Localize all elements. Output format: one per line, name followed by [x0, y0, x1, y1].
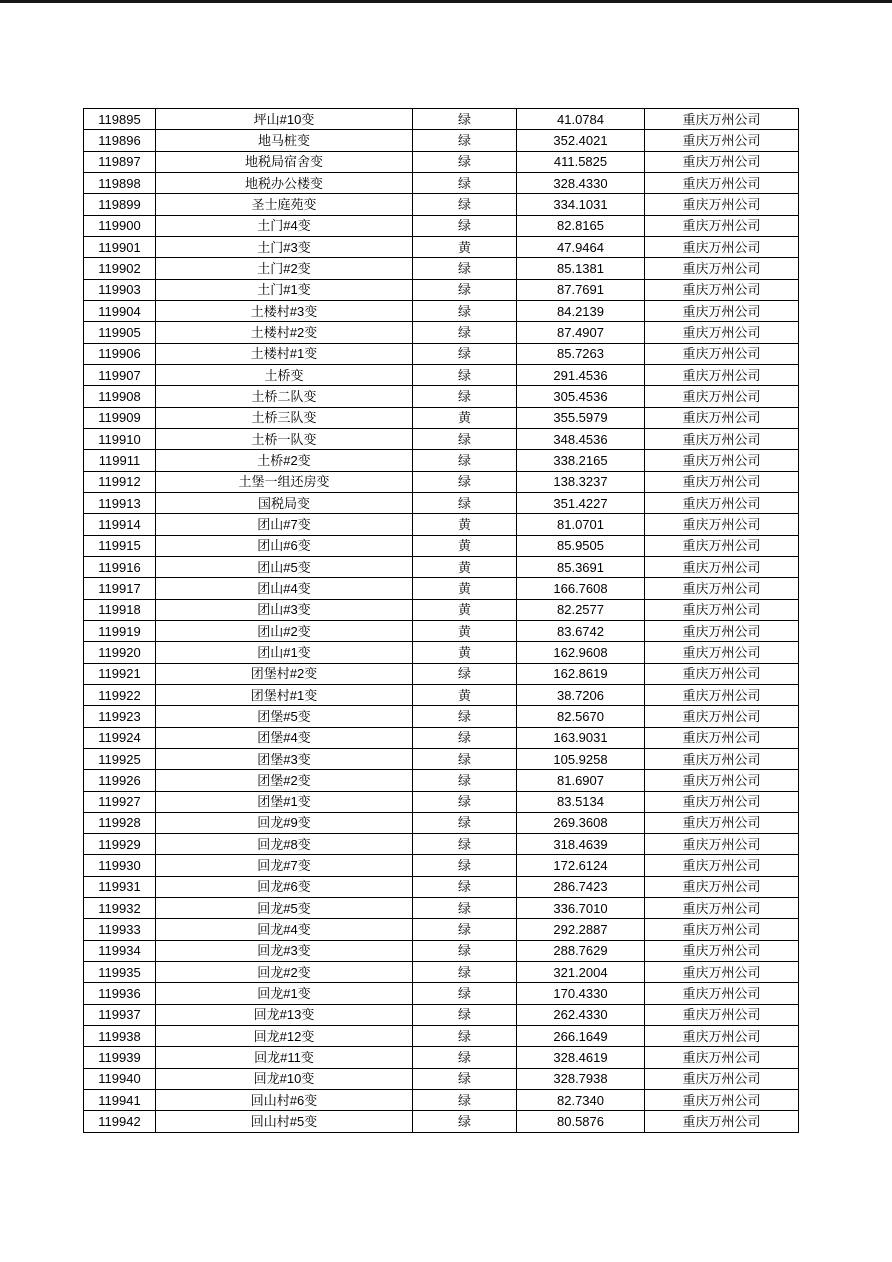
- cell-color: 绿: [413, 300, 517, 321]
- cell-id: 119929: [84, 834, 156, 855]
- cell-company: 重庆万州公司: [645, 770, 799, 791]
- cell-id: 119918: [84, 599, 156, 620]
- cell-name: 回山村#5变: [156, 1111, 413, 1133]
- cell-name: 团堡#2变: [156, 770, 413, 791]
- cell-color: 绿: [413, 855, 517, 876]
- cell-value: 84.2139: [517, 300, 645, 321]
- cell-name: 团堡村#1变: [156, 684, 413, 705]
- cell-value: 83.6742: [517, 620, 645, 641]
- cell-id: 119925: [84, 748, 156, 769]
- cell-color: 绿: [413, 343, 517, 364]
- cell-value: 291.4536: [517, 364, 645, 385]
- table-row: [84, 428, 799, 449]
- cell-id: 119896: [84, 130, 156, 151]
- table-row: [84, 983, 799, 1004]
- cell-company: 重庆万州公司: [645, 898, 799, 919]
- cell-color: 绿: [413, 109, 517, 130]
- cell-company: 重庆万州公司: [645, 535, 799, 556]
- cell-name: 国税局变: [156, 492, 413, 513]
- cell-value: 292.2887: [517, 919, 645, 940]
- cell-name: 团山#3变: [156, 599, 413, 620]
- cell-company: 重庆万州公司: [645, 258, 799, 279]
- cell-name: 回龙#10变: [156, 1068, 413, 1089]
- table-row: [84, 343, 799, 364]
- cell-company: 重庆万州公司: [645, 834, 799, 855]
- cell-value: 328.4619: [517, 1047, 645, 1068]
- table-row: [84, 258, 799, 279]
- cell-company: 重庆万州公司: [645, 812, 799, 833]
- cell-value: 262.4330: [517, 1004, 645, 1025]
- table-row: [84, 578, 799, 599]
- table-row: [84, 215, 799, 236]
- table-row: [84, 620, 799, 641]
- cell-value: 351.4227: [517, 492, 645, 513]
- table-row: [84, 279, 799, 300]
- cell-value: 162.9608: [517, 642, 645, 663]
- cell-value: 41.0784: [517, 109, 645, 130]
- cell-name: 回龙#11变: [156, 1047, 413, 1068]
- cell-name: 回山村#6变: [156, 1090, 413, 1111]
- table-row: [84, 684, 799, 705]
- cell-company: 重庆万州公司: [645, 727, 799, 748]
- cell-id: 119921: [84, 663, 156, 684]
- cell-value: 172.6124: [517, 855, 645, 876]
- cell-company: 重庆万州公司: [645, 386, 799, 407]
- table-row: [84, 599, 799, 620]
- cell-value: 334.1031: [517, 194, 645, 215]
- cell-id: 119933: [84, 919, 156, 940]
- cell-company: 重庆万州公司: [645, 343, 799, 364]
- cell-color: 黄: [413, 620, 517, 641]
- cell-value: 286.7423: [517, 876, 645, 897]
- cell-value: 83.5134: [517, 791, 645, 812]
- cell-name: 回龙#1变: [156, 983, 413, 1004]
- cell-company: 重庆万州公司: [645, 1090, 799, 1111]
- cell-company: 重庆万州公司: [645, 109, 799, 130]
- cell-company: 重庆万州公司: [645, 855, 799, 876]
- cell-value: 85.1381: [517, 258, 645, 279]
- cell-value: 328.4330: [517, 172, 645, 193]
- cell-company: 重庆万州公司: [645, 172, 799, 193]
- cell-company: 重庆万州公司: [645, 791, 799, 812]
- cell-name: 回龙#13变: [156, 1004, 413, 1025]
- cell-id: 119942: [84, 1111, 156, 1133]
- table-row: [84, 130, 799, 151]
- cell-company: 重庆万州公司: [645, 322, 799, 343]
- cell-color: 绿: [413, 791, 517, 812]
- cell-value: 266.1649: [517, 1026, 645, 1047]
- cell-company: 重庆万州公司: [645, 492, 799, 513]
- cell-id: 119899: [84, 194, 156, 215]
- cell-color: 黄: [413, 407, 517, 428]
- cell-color: 黄: [413, 684, 517, 705]
- cell-company: 重庆万州公司: [645, 684, 799, 705]
- cell-company: 重庆万州公司: [645, 663, 799, 684]
- cell-id: 119904: [84, 300, 156, 321]
- cell-name: 土门#3变: [156, 236, 413, 257]
- cell-value: 352.4021: [517, 130, 645, 151]
- table-row: [84, 1111, 799, 1133]
- cell-id: 119905: [84, 322, 156, 343]
- cell-company: 重庆万州公司: [645, 919, 799, 940]
- cell-value: 166.7608: [517, 578, 645, 599]
- cell-company: 重庆万州公司: [645, 1026, 799, 1047]
- cell-color: 绿: [413, 770, 517, 791]
- cell-value: 318.4639: [517, 834, 645, 855]
- cell-company: 重庆万州公司: [645, 1111, 799, 1133]
- cell-company: 重庆万州公司: [645, 983, 799, 1004]
- cell-name: 土楼村#1变: [156, 343, 413, 364]
- cell-id: 119932: [84, 898, 156, 919]
- cell-value: 82.8165: [517, 215, 645, 236]
- cell-value: 85.7263: [517, 343, 645, 364]
- cell-color: 黄: [413, 578, 517, 599]
- table-row: [84, 919, 799, 940]
- cell-color: 绿: [413, 450, 517, 471]
- cell-value: 138.3237: [517, 471, 645, 492]
- cell-color: 绿: [413, 812, 517, 833]
- table-row: [84, 812, 799, 833]
- cell-color: 绿: [413, 322, 517, 343]
- cell-company: 重庆万州公司: [645, 279, 799, 300]
- cell-value: 328.7938: [517, 1068, 645, 1089]
- cell-company: 重庆万州公司: [645, 1047, 799, 1068]
- cell-company: 重庆万州公司: [645, 620, 799, 641]
- cell-id: 119920: [84, 642, 156, 663]
- cell-company: 重庆万州公司: [645, 428, 799, 449]
- cell-company: 重庆万州公司: [645, 876, 799, 897]
- table-body: [84, 109, 799, 1133]
- cell-color: 绿: [413, 706, 517, 727]
- cell-name: 地税办公楼变: [156, 172, 413, 193]
- table-row: [84, 514, 799, 535]
- table-row: [84, 492, 799, 513]
- cell-color: 绿: [413, 1004, 517, 1025]
- cell-value: 269.3608: [517, 812, 645, 833]
- table-row: [84, 642, 799, 663]
- table-row: [84, 940, 799, 961]
- cell-value: 85.9505: [517, 535, 645, 556]
- cell-company: 重庆万州公司: [645, 748, 799, 769]
- cell-id: 119912: [84, 471, 156, 492]
- cell-name: 圣士庭苑变: [156, 194, 413, 215]
- cell-name: 回龙#4变: [156, 919, 413, 940]
- cell-value: 355.5979: [517, 407, 645, 428]
- cell-color: 绿: [413, 471, 517, 492]
- cell-value: 82.5670: [517, 706, 645, 727]
- cell-company: 重庆万州公司: [645, 642, 799, 663]
- cell-color: 绿: [413, 172, 517, 193]
- cell-value: 87.4907: [517, 322, 645, 343]
- cell-value: 336.7010: [517, 898, 645, 919]
- cell-id: 119928: [84, 812, 156, 833]
- cell-value: 338.2165: [517, 450, 645, 471]
- table-row: [84, 300, 799, 321]
- cell-value: 348.4536: [517, 428, 645, 449]
- table-row: [84, 855, 799, 876]
- cell-color: 绿: [413, 834, 517, 855]
- cell-color: 绿: [413, 279, 517, 300]
- cell-color: 绿: [413, 663, 517, 684]
- cell-name: 回龙#3变: [156, 940, 413, 961]
- table-row: [84, 1026, 799, 1047]
- cell-color: 绿: [413, 727, 517, 748]
- table-row: [84, 1068, 799, 1089]
- cell-id: 119927: [84, 791, 156, 812]
- cell-id: 119895: [84, 109, 156, 130]
- cell-value: 170.4330: [517, 983, 645, 1004]
- cell-company: 重庆万州公司: [645, 940, 799, 961]
- cell-company: 重庆万州公司: [645, 514, 799, 535]
- table-row: [84, 727, 799, 748]
- table-row: [84, 748, 799, 769]
- cell-value: 305.4536: [517, 386, 645, 407]
- cell-company: 重庆万州公司: [645, 1004, 799, 1025]
- table-row: [84, 770, 799, 791]
- cell-id: 119922: [84, 684, 156, 705]
- table-row: [84, 172, 799, 193]
- table-row: [84, 834, 799, 855]
- cell-id: 119919: [84, 620, 156, 641]
- cell-value: 81.0701: [517, 514, 645, 535]
- cell-color: 绿: [413, 428, 517, 449]
- cell-name: 回龙#2变: [156, 962, 413, 983]
- cell-color: 绿: [413, 919, 517, 940]
- table-row: [84, 663, 799, 684]
- cell-color: 绿: [413, 1026, 517, 1047]
- cell-value: 81.6907: [517, 770, 645, 791]
- table-row: [84, 898, 799, 919]
- cell-value: 47.9464: [517, 236, 645, 257]
- cell-id: 119934: [84, 940, 156, 961]
- cell-name: 回龙#9变: [156, 812, 413, 833]
- cell-color: 绿: [413, 962, 517, 983]
- data-table: [83, 108, 799, 1133]
- table-row: [84, 322, 799, 343]
- cell-id: 119935: [84, 962, 156, 983]
- cell-value: 321.2004: [517, 962, 645, 983]
- cell-name: 回龙#12变: [156, 1026, 413, 1047]
- cell-id: 119931: [84, 876, 156, 897]
- cell-company: 重庆万州公司: [645, 1068, 799, 1089]
- cell-id: 119941: [84, 1090, 156, 1111]
- cell-id: 119907: [84, 364, 156, 385]
- cell-name: 土楼村#3变: [156, 300, 413, 321]
- cell-color: 黄: [413, 535, 517, 556]
- table-row: [84, 364, 799, 385]
- cell-id: 119939: [84, 1047, 156, 1068]
- cell-id: 119908: [84, 386, 156, 407]
- cell-name: 团山#2变: [156, 620, 413, 641]
- cell-id: 119923: [84, 706, 156, 727]
- table-row: [84, 151, 799, 172]
- cell-name: 土桥三队变: [156, 407, 413, 428]
- cell-color: 绿: [413, 748, 517, 769]
- cell-name: 土堡一组还房变: [156, 471, 413, 492]
- table-row: [84, 1047, 799, 1068]
- cell-color: 绿: [413, 130, 517, 151]
- cell-color: 绿: [413, 151, 517, 172]
- cell-name: 土门#2变: [156, 258, 413, 279]
- cell-id: 119916: [84, 556, 156, 577]
- cell-name: 地马桩变: [156, 130, 413, 151]
- cell-company: 重庆万州公司: [645, 471, 799, 492]
- cell-name: 团山#6变: [156, 535, 413, 556]
- cell-color: 绿: [413, 1047, 517, 1068]
- cell-name: 团堡#5变: [156, 706, 413, 727]
- table-row: [84, 386, 799, 407]
- cell-name: 土桥#2变: [156, 450, 413, 471]
- cell-id: 119940: [84, 1068, 156, 1089]
- cell-name: 回龙#8变: [156, 834, 413, 855]
- cell-color: 黄: [413, 236, 517, 257]
- cell-id: 119900: [84, 215, 156, 236]
- cell-company: 重庆万州公司: [645, 236, 799, 257]
- cell-id: 119930: [84, 855, 156, 876]
- cell-company: 重庆万州公司: [645, 578, 799, 599]
- cell-company: 重庆万州公司: [645, 599, 799, 620]
- cell-company: 重庆万州公司: [645, 194, 799, 215]
- cell-color: 绿: [413, 1111, 517, 1133]
- table-row: [84, 236, 799, 257]
- table-row: [84, 791, 799, 812]
- cell-name: 团山#5变: [156, 556, 413, 577]
- cell-color: 绿: [413, 898, 517, 919]
- cell-name: 土楼村#2变: [156, 322, 413, 343]
- table-row: [84, 109, 799, 130]
- cell-company: 重庆万州公司: [645, 215, 799, 236]
- cell-name: 团堡村#2变: [156, 663, 413, 684]
- cell-company: 重庆万州公司: [645, 556, 799, 577]
- cell-name: 团堡#4变: [156, 727, 413, 748]
- cell-id: 119924: [84, 727, 156, 748]
- cell-color: 绿: [413, 215, 517, 236]
- page-divider: [0, 0, 892, 3]
- cell-name: 坪山#10变: [156, 109, 413, 130]
- cell-company: 重庆万州公司: [645, 151, 799, 172]
- cell-id: 119936: [84, 983, 156, 1004]
- cell-value: 162.8619: [517, 663, 645, 684]
- cell-color: 黄: [413, 556, 517, 577]
- table-row: [84, 194, 799, 215]
- cell-name: 土桥一队变: [156, 428, 413, 449]
- table-row: [84, 1004, 799, 1025]
- cell-name: 土桥变: [156, 364, 413, 385]
- cell-company: 重庆万州公司: [645, 706, 799, 727]
- cell-value: 105.9258: [517, 748, 645, 769]
- cell-color: 黄: [413, 642, 517, 663]
- cell-company: 重庆万州公司: [645, 364, 799, 385]
- cell-name: 回龙#6变: [156, 876, 413, 897]
- cell-name: 团山#4变: [156, 578, 413, 599]
- cell-color: 绿: [413, 258, 517, 279]
- table-row: [84, 556, 799, 577]
- cell-name: 土桥二队变: [156, 386, 413, 407]
- cell-name: 回龙#7变: [156, 855, 413, 876]
- cell-name: 团山#1变: [156, 642, 413, 663]
- cell-id: 119915: [84, 535, 156, 556]
- cell-id: 119926: [84, 770, 156, 791]
- cell-id: 119938: [84, 1026, 156, 1047]
- cell-id: 119914: [84, 514, 156, 535]
- cell-value: 87.7691: [517, 279, 645, 300]
- cell-id: 119917: [84, 578, 156, 599]
- table-row: [84, 876, 799, 897]
- table-row: [84, 706, 799, 727]
- table-row: [84, 962, 799, 983]
- cell-id: 119910: [84, 428, 156, 449]
- cell-value: 288.7629: [517, 940, 645, 961]
- cell-value: 85.3691: [517, 556, 645, 577]
- table-row: [84, 1090, 799, 1111]
- cell-name: 团堡#1变: [156, 791, 413, 812]
- cell-company: 重庆万州公司: [645, 130, 799, 151]
- cell-color: 绿: [413, 492, 517, 513]
- cell-id: 119898: [84, 172, 156, 193]
- cell-name: 地税局宿舍变: [156, 151, 413, 172]
- cell-color: 绿: [413, 876, 517, 897]
- cell-value: 38.7206: [517, 684, 645, 705]
- cell-id: 119903: [84, 279, 156, 300]
- cell-name: 土门#4变: [156, 215, 413, 236]
- cell-id: 119909: [84, 407, 156, 428]
- cell-color: 绿: [413, 1090, 517, 1111]
- cell-id: 119901: [84, 236, 156, 257]
- table-row: [84, 471, 799, 492]
- cell-company: 重庆万州公司: [645, 300, 799, 321]
- cell-company: 重庆万州公司: [645, 962, 799, 983]
- cell-value: 80.5876: [517, 1111, 645, 1133]
- cell-name: 团堡#3变: [156, 748, 413, 769]
- table-row: [84, 535, 799, 556]
- cell-color: 绿: [413, 983, 517, 1004]
- cell-id: 119906: [84, 343, 156, 364]
- cell-value: 411.5825: [517, 151, 645, 172]
- cell-id: 119911: [84, 450, 156, 471]
- cell-color: 黄: [413, 599, 517, 620]
- cell-name: 团山#7变: [156, 514, 413, 535]
- cell-company: 重庆万州公司: [645, 407, 799, 428]
- cell-color: 黄: [413, 514, 517, 535]
- cell-color: 绿: [413, 1068, 517, 1089]
- table-row: [84, 450, 799, 471]
- cell-id: 119913: [84, 492, 156, 513]
- cell-name: 土门#1变: [156, 279, 413, 300]
- cell-color: 绿: [413, 194, 517, 215]
- cell-value: 163.9031: [517, 727, 645, 748]
- cell-value: 82.7340: [517, 1090, 645, 1111]
- cell-id: 119902: [84, 258, 156, 279]
- cell-id: 119937: [84, 1004, 156, 1025]
- cell-color: 绿: [413, 386, 517, 407]
- cell-id: 119897: [84, 151, 156, 172]
- cell-name: 回龙#5变: [156, 898, 413, 919]
- cell-color: 绿: [413, 940, 517, 961]
- cell-color: 绿: [413, 364, 517, 385]
- cell-company: 重庆万州公司: [645, 450, 799, 471]
- cell-value: 82.2577: [517, 599, 645, 620]
- table-row: [84, 407, 799, 428]
